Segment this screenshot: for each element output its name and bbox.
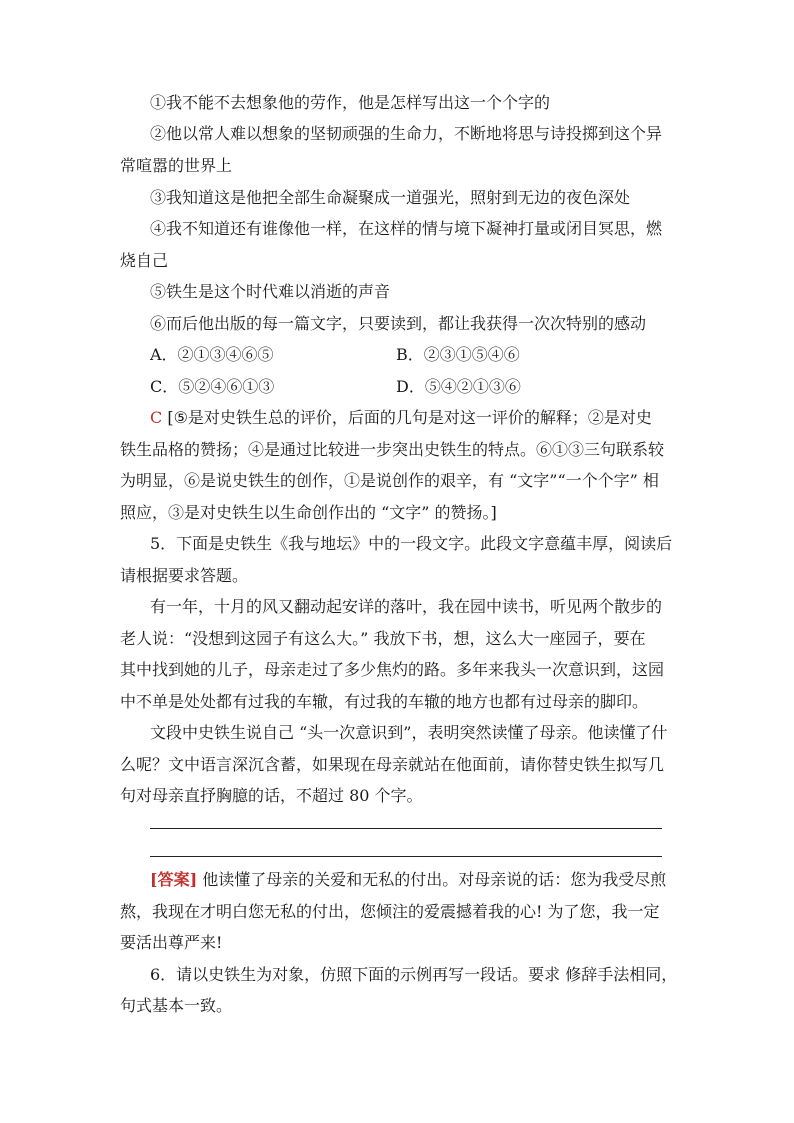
answer-rule-1 [150,828,662,829]
answer5-text-1: 他读懂了母亲的关爱和无私的付出。对母亲说的话：您为我受尽煎 [202,870,667,889]
answer5-line-3: 要活出尊严来! [120,933,223,952]
item-1: ①我不能不去想象他的劳作，他是怎样写出这一个个字的 [150,93,551,112]
item-4-line-1: ④我不知道还有谁像他一样，在这样的情与境下凝神打量或闭目冥思，燃 [150,219,663,238]
answer-rule-2 [150,856,662,857]
option-b: B．②③①⑤④⑥ [396,345,520,364]
item-4-line-2: 烧自己 [120,251,169,270]
q5-passage-3: 其中找到她的儿子，母亲走过了多少焦灼的路。多年来我头一次意识到，这园 [120,660,665,679]
answer5-line-1 [150,869,666,891]
explanation-line-3: 为明显，⑥是说史铁生的创作，①是说创作的艰辛，有 “文字”“一个个字” 相 [120,471,659,490]
q5-line-2: 请根据要求答题。 [120,566,249,585]
q5-passage-1: 有一年，十月的风又翻动起安详的落叶，我在园中读书，听见两个散步的 [150,597,663,616]
option-a: A．②①③④⑥⑤ [150,345,274,364]
answer-letter: C [150,408,163,427]
answer5-line-2: 熬，我现在才明白您无私的付出，您倾注的爱震撼着我的心! 为了您，我一定 [120,902,660,921]
q5-passage-4: 中不单是处处都有过我的车辙，有过我的车辙的地方也都有过母亲的脚印。 [120,692,649,711]
q6-line-2: 句式基本一致。 [120,996,233,1015]
explanation-line-4: 照应，③是对史铁生以生命创作出的 “文字” 的赞扬。] [120,503,497,522]
q5-prompt-3: 句对母亲直抒胸臆的话，不超过 80 个字。 [120,786,423,805]
q5-line-1: 5．下面是史铁生《我与地坛》中的一段文字。此段文字意蕴丰厚，阅读后 [150,534,673,553]
item-5: ⑤铁生是这个时代难以消逝的声音 [150,282,391,301]
option-c: C．⑤②④⑥①③ [150,377,275,396]
explanation-line-2: 铁生品格的赞扬；④是通过比较进一步突出史铁生的特点。⑥①③三句联系较 [120,440,665,459]
item-2-line-2: 常喧嚣的世界上 [120,156,233,175]
q5-prompt-2: 么呢？文中语言深沉含蓄，如果现在母亲就站在他面前，请你替史铁生拟写几 [120,755,665,774]
q5-passage-2: 老人说：“没想到这园子有这么大。” 我放下书，想，这么大一座园子，要在 [120,629,646,648]
q5-prompt-1: 文段中史铁生说自己 “头一次意识到”，表明突然读懂了母亲。他读懂了什 [150,723,668,742]
explanation-line-1 [150,407,652,429]
answer-tag: [答案] [150,870,198,889]
item-6: ⑥而后他出版的每一篇文字，只要读到，都让我获得一次次特别的感动 [150,314,647,333]
option-d: D．⑤④②①③⑥ [396,377,521,396]
explanation-text-1: [⑤是对史铁生总的评价，后面的几句是对这一评价的解释；②是对史 [167,408,652,427]
item-3: ③我知道这是他把全部生命凝聚成一道强光，照射到无边的夜色深处 [150,188,631,207]
q6-line-1: 6．请以史铁生为对象，仿照下面的示例再写一段话。要求 修辞手法相同， [150,965,678,984]
item-2-line-1: ②他以常人难以想象的坚韧顽强的生命力，不断地将思与诗投掷到这个异 [150,124,663,143]
